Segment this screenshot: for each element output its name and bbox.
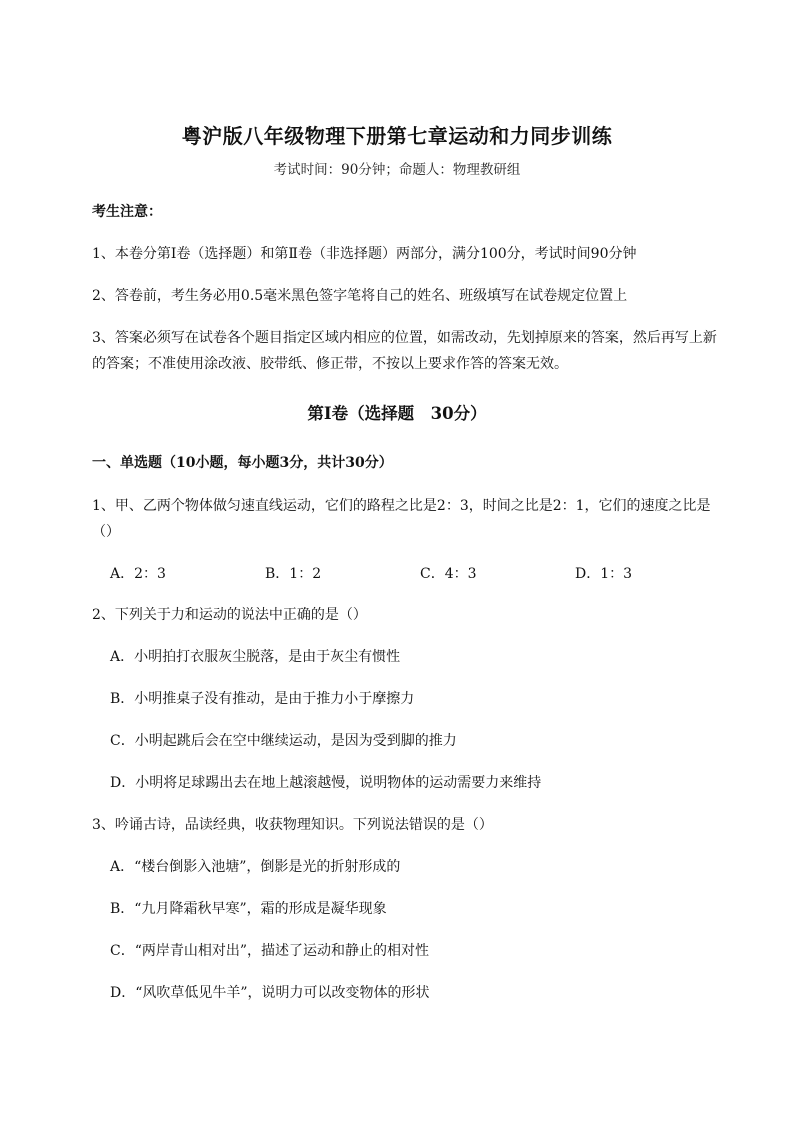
question-1-option-b: B．1：2: [265, 566, 322, 582]
question-2-option-c: C．小明起跳后会在空中继续运动，是因为受到脚的推力: [110, 733, 457, 749]
question-3-stem: 3、吟诵古诗，品读经典，收获物理知识。下列说法错误的是（）: [92, 817, 493, 833]
notice-item-1: 1、本卷分第I卷（选择题）和第Ⅱ卷（非选择题）两部分，满分100分，考试时间90分钟: [92, 246, 637, 262]
question-1-option-c: C．4：3: [420, 566, 477, 582]
question-1-stem: 1、甲、乙两个物体做匀速直线运动，它们的路程之比是2：3，时间之比是2：1，它们的速度之比是: [92, 498, 711, 514]
question-1-option-d: D．1：3: [575, 566, 633, 582]
notice-item-3-cont: 的答案；不准使用涂改液、胶带纸、修正带，不按以上要求作答的答案无效。: [92, 356, 568, 372]
page-title: 粤沪版八年级物理下册第七章运动和力同步训练: [181, 124, 613, 148]
exam-info: 考试时间：90分钟；命题人：物理教研组: [273, 162, 521, 178]
question-3-option-d: D．“风吹草低见牛羊”，说明力可以改变物体的形状: [110, 985, 430, 1001]
notice-item-3: 3、答案必须写在试卷各个题目指定区域内相应的位置，如需改动，先划掉原来的答案，然后再写上新: [92, 330, 717, 346]
notice-heading: 考生注意：: [92, 204, 162, 220]
section-title: 第I卷（选择题 30分）: [307, 404, 487, 423]
question-1-option-a: A．2：3: [110, 566, 166, 582]
question-3-option-a: A．“楼台倒影入池塘”，倒影是光的折射形成的: [110, 859, 401, 875]
question-2-option-d: D．小明将足球踢出去在地上越滚越慢，说明物体的运动需要力来维持: [110, 775, 542, 791]
question-2-stem: 2、下列关于力和运动的说法中正确的是（）: [92, 607, 367, 623]
question-1-stem-cont: （）: [92, 524, 120, 540]
question-2-option-b: B．小明推桌子没有推动，是由于推力小于摩擦力: [110, 691, 415, 707]
part-heading: 一、单选题（10小题，每小题3分，共计30分）: [92, 455, 393, 471]
question-3-option-c: C．“两岸青山相对出”，描述了运动和静止的相对性: [110, 943, 430, 959]
notice-item-2: 2、答卷前，考生务必用0.5毫米黑色签字笔将自己的姓名、班级填写在试卷规定位置上: [92, 288, 628, 304]
question-1-options: [0, 563, 794, 583]
question-2-option-a: A．小明拍打衣服灰尘脱落，是由于灰尘有惯性: [110, 649, 401, 665]
question-3-option-b: B．“九月降霜秋早寒”，霜的形成是凝华现象: [110, 901, 387, 917]
